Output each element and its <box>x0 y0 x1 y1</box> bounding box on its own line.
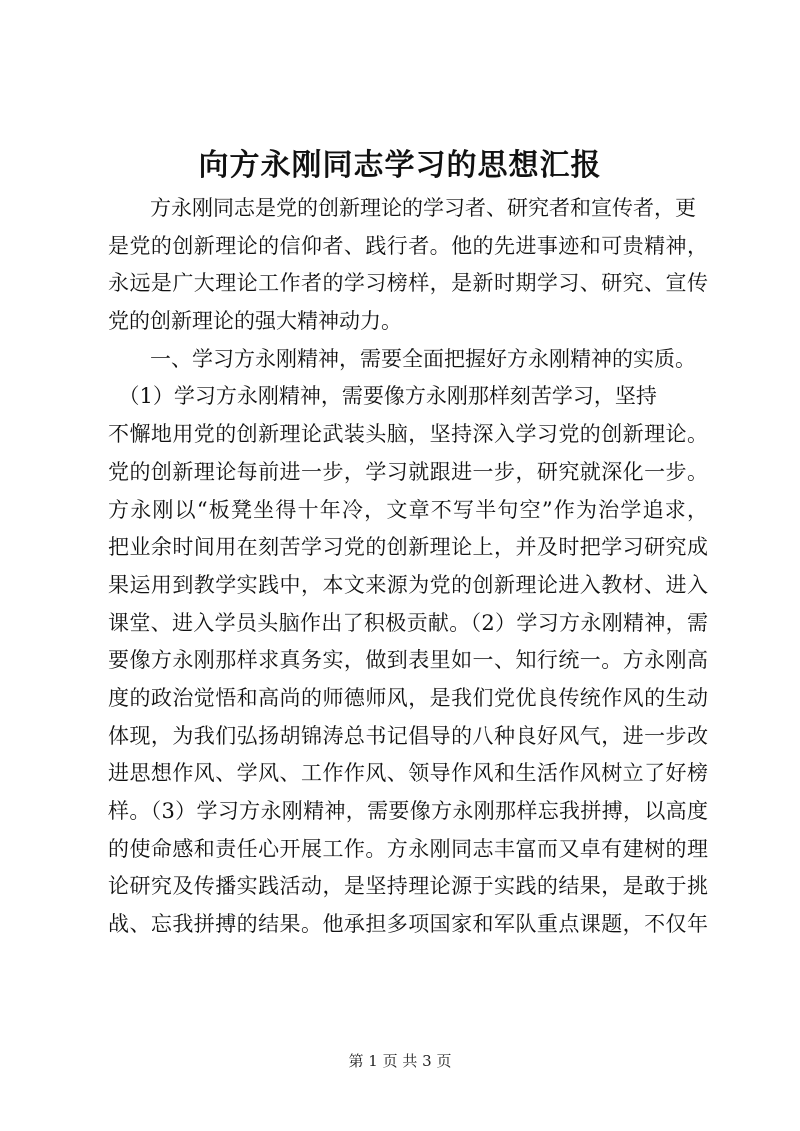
body-line: 一、学习方永刚精神，需要全面把握好方永刚精神的实质。 <box>108 346 696 371</box>
body-line: 进思想作风、学风、工作作风、领导作风和生活作风树立了好榜 <box>108 761 708 786</box>
body-line: 不懈地用党的创新理论武装头脑，坚持深入学习党的创新理论。 <box>108 422 708 447</box>
body-line: 方永刚以“板凳坐得十年冷，文章不写半句空”作为治学追求， <box>108 497 708 522</box>
body-line: （1）学习方永刚精神，需要像方永刚那样刻苦学习，坚持 <box>108 384 657 409</box>
body-line: 体现，为我们弘扬胡锦涛总书记倡导的八种良好风气，进一步改 <box>108 723 708 748</box>
body-line: 方永刚同志是党的创新理论的学习者、研究者和宣传者，更 <box>108 196 696 220</box>
body-line: 党的创新理论每前进一步，学习就跟进一步，研究就深化一步。 <box>108 459 708 484</box>
body-line: 党的创新理论的强大精神动力。 <box>108 309 402 334</box>
body-line: 的使命感和责任心开展工作。方永刚同志丰富而又卓有建树的理 <box>108 836 708 861</box>
body-line: 永远是广大理论工作者的学习榜样，是新时期学习、研究、宣传 <box>108 271 708 296</box>
body-line: 要像方永刚那样求真务实，做到表里如一、知行统一。方永刚高 <box>108 648 708 673</box>
body-line: 把业余时间用在刻苦学习党的创新理论上，并及时把学习研究成 <box>108 535 708 560</box>
page-number-footer: 第 1 页 共 3 页 <box>348 1052 452 1070</box>
body-line: 课堂、进入学员头脑作出了积极贡献。（2）学习方永刚精神，需 <box>108 610 708 635</box>
body-line: 是党的创新理论的信仰者、践行者。他的先进事迹和可贵精神， <box>108 233 708 258</box>
body-line: 战、忘我拼搏的结果。他承担多项国家和军队重点课题，不仅年 <box>108 912 708 937</box>
body-line: 度的政治觉悟和高尚的师德师风，是我们党优良传统作风的生动 <box>108 685 708 710</box>
document-body <box>108 190 708 944</box>
body-line: 果运用到教学实践中，本文来源为党的创新理论进入教材、进入 <box>108 572 708 597</box>
body-line: 论研究及传播实践活动，是坚持理论源于实践的结果，是敢于挑 <box>108 874 708 899</box>
document-title: 向方永刚同志学习的思想汇报 <box>198 148 602 183</box>
body-line: 样。（3）学习方永刚精神，需要像方永刚那样忘我拼搏，以高度 <box>108 799 708 823</box>
